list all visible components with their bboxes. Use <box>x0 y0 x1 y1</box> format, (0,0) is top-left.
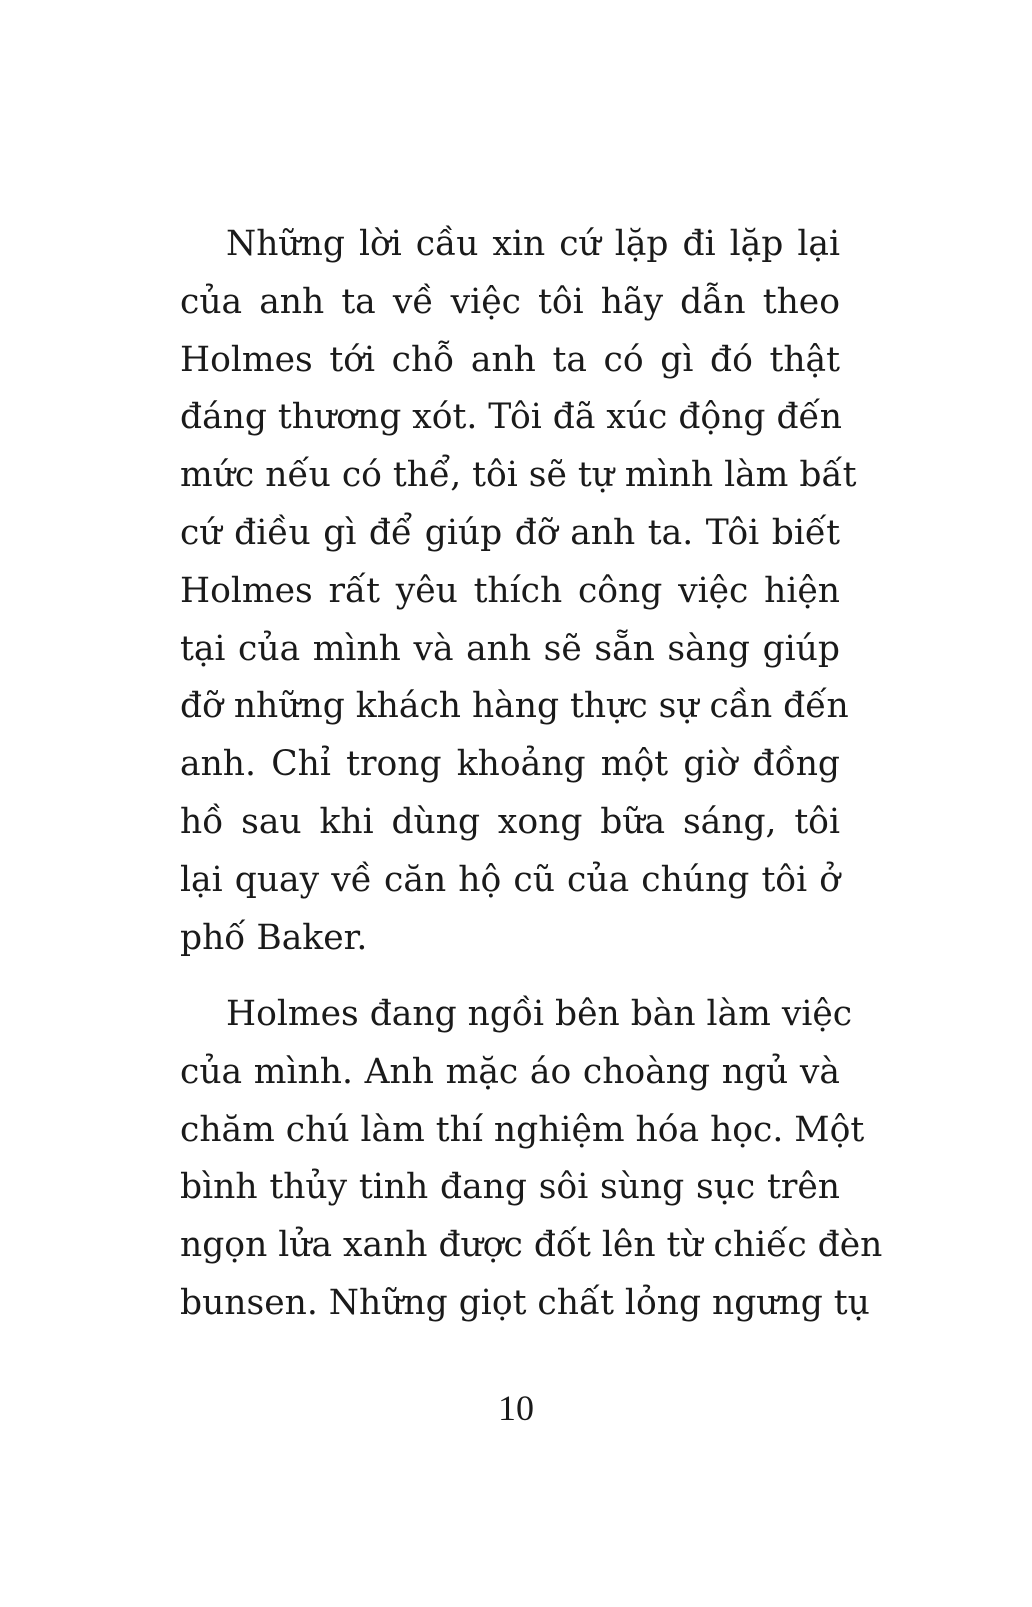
text-line: mức nếu có thể, tôi sẽ tự mình làm bất <box>180 455 857 496</box>
text-line: phố Baker. <box>180 917 368 958</box>
text-line: bunsen. Những giọt chất lỏng ngưng tụ <box>180 1282 870 1323</box>
text-line: của mình. Anh mặc áo choàng ngủ và <box>180 1051 840 1092</box>
text-line: Holmes rất yêu thích công việc hiện <box>180 570 840 611</box>
text-line: đỡ những khách hàng thực sự cần đến <box>180 686 849 727</box>
text-line: Những lời cầu xin cứ lặp đi lặp lại <box>226 224 840 264</box>
text-line: hồ sau khi dùng xong bữa sáng, tôi <box>180 801 840 842</box>
text-line: ngọn lửa xanh được đốt lên từ chiếc đèn <box>180 1225 883 1266</box>
text-line: Holmes tới chỗ anh ta có gì đó thật <box>180 339 840 380</box>
text-line: đáng thương xót. Tôi đã xúc động đến <box>180 397 842 438</box>
text-line: lại quay về căn hộ cũ của chúng tôi ở <box>180 859 840 900</box>
paragraph-2 <box>180 986 883 1333</box>
text-line: anh. Chỉ trong khoảng một giờ đồng <box>180 744 840 785</box>
text-line: tại của mình và anh sẽ sẵn sàng giúp <box>180 628 840 669</box>
text-line: cứ điều gì để giúp đỡ anh ta. Tôi biết <box>180 512 840 553</box>
text-line: bình thủy tinh đang sôi sùng sục trên <box>180 1167 840 1208</box>
paragraph-1 <box>180 216 857 967</box>
text-line: Holmes đang ngồi bên bàn làm việc <box>226 994 853 1034</box>
page-number: 10 <box>498 1388 534 1428</box>
text-line: của anh ta về việc tôi hãy dẫn theo <box>180 281 840 322</box>
text-line: chăm chú làm thí nghiệm hóa học. Một <box>180 1109 865 1150</box>
